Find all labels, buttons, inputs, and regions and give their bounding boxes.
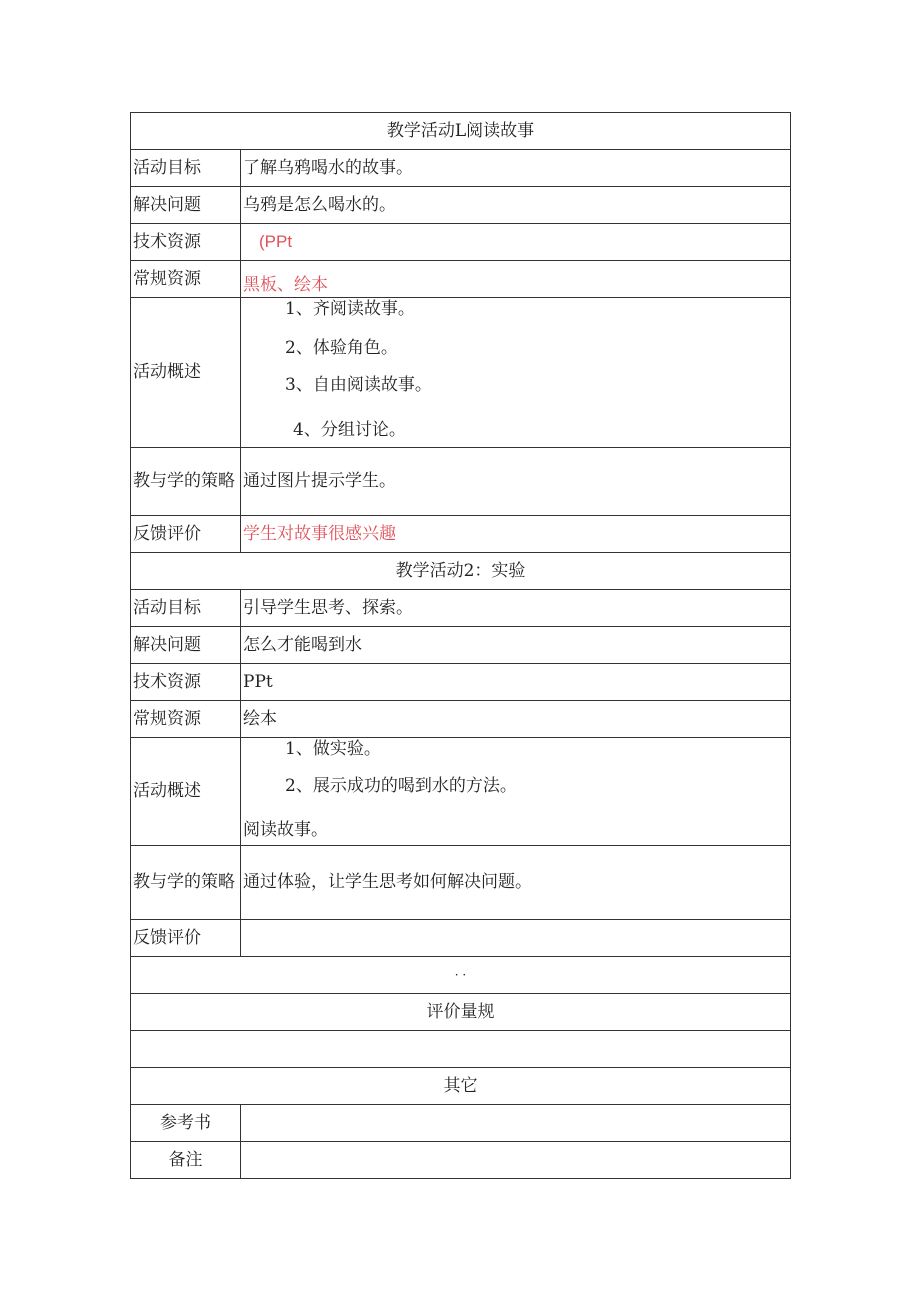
activity2-title: 教学活动2：实验	[131, 553, 791, 590]
activity2-title-row	[131, 553, 791, 590]
activity2-goal-value: 引导学生思考、探索。	[241, 590, 791, 627]
activity2-strategy-value: 通过体验，让学生思考如何解决问题。	[241, 846, 791, 920]
ellipsis-row	[131, 957, 791, 994]
notes-label: 备注	[131, 1142, 241, 1179]
activity2-strategy-label: 教与学的策略	[131, 846, 241, 920]
activity1-problem-label: 解决问题	[131, 187, 241, 224]
activity2-tech-row	[131, 664, 791, 701]
activity2-problem-row	[131, 627, 791, 664]
notes-value	[241, 1142, 791, 1179]
activity1-step: 4、分组讨论。	[293, 420, 406, 440]
activity1-conv-label: 常规资源	[131, 261, 241, 298]
reference-value	[241, 1105, 791, 1142]
activity1-title: 教学活动L阅读故事	[131, 113, 791, 150]
activity1-strategy-label: 教与学的策略	[131, 448, 241, 516]
activity2-step: 2、展示成功的喝到水的方法。	[285, 776, 517, 796]
activity2-problem-value: 怎么才能喝到水	[241, 627, 791, 664]
activity2-conv-value: 绘本	[241, 701, 791, 738]
activity1-overview-row	[131, 298, 791, 448]
activity2-step: 1、做实验。	[285, 739, 381, 759]
activity2-overview-label: 活动概述	[131, 738, 241, 846]
activity1-step: 3、自由阅读故事。	[285, 375, 432, 395]
activity1-title-row	[131, 113, 791, 150]
other-title: 其它	[131, 1068, 791, 1105]
activity1-tech-label: 技术资源	[131, 224, 241, 261]
activity2-step: 阅读故事。	[243, 820, 328, 840]
rubric-content	[131, 1031, 791, 1068]
notes-row	[131, 1142, 791, 1179]
activity1-steps	[241, 298, 791, 448]
activity1-conv-row	[131, 261, 791, 298]
activity2-problem-label: 解决问题	[131, 627, 241, 664]
activity2-tech-label: 技术资源	[131, 664, 241, 701]
activity2-overview-row	[131, 738, 791, 846]
activity1-step: 1、齐阅读故事。	[285, 299, 415, 319]
activity2-goal-label: 活动目标	[131, 590, 241, 627]
activity2-conv-row	[131, 701, 791, 738]
other-title-row	[131, 1068, 791, 1105]
activity2-goal-row	[131, 590, 791, 627]
activity1-problem-value: 乌鸦是怎么喝水的。	[241, 187, 791, 224]
activity1-step: 2、体验角色。	[285, 338, 398, 358]
activity1-tech-value: (PPt	[259, 231, 293, 251]
activity2-feedback-label: 反馈评价	[131, 920, 241, 957]
reference-label: 参考书	[131, 1105, 241, 1142]
activity1-overview-label: 活动概述	[131, 298, 241, 448]
activity1-conv-value: 黑板、绘本	[241, 261, 791, 298]
activity1-goal-label: 活动目标	[131, 150, 241, 187]
activity2-feedback-row	[131, 920, 791, 957]
activity1-problem-row	[131, 187, 791, 224]
rubric-content-row	[131, 1031, 791, 1068]
activity2-conv-label: 常规资源	[131, 701, 241, 738]
activity2-feedback-value	[241, 920, 791, 957]
activity2-strategy-row	[131, 846, 791, 920]
rubric-title-row	[131, 994, 791, 1031]
activity1-strategy-row	[131, 448, 791, 516]
activity1-tech-row	[131, 224, 791, 261]
reference-row	[131, 1105, 791, 1142]
activity2-tech-value: PPt	[241, 664, 791, 701]
rubric-title: 评价量规	[131, 994, 791, 1031]
activity1-goal-value: 了解乌鸦喝水的故事。	[241, 150, 791, 187]
activity2-steps	[241, 738, 791, 846]
activity1-strategy-value: 通过图片提示学生。	[241, 448, 791, 516]
activity1-goal-row	[131, 150, 791, 187]
ellipsis-mark: · ·	[131, 957, 791, 994]
activity1-feedback-row	[131, 516, 791, 553]
lesson-plan-table	[130, 112, 791, 1179]
activity1-feedback-label: 反馈评价	[131, 516, 241, 553]
activity1-feedback-value: 学生对故事很感兴趣	[241, 516, 791, 553]
